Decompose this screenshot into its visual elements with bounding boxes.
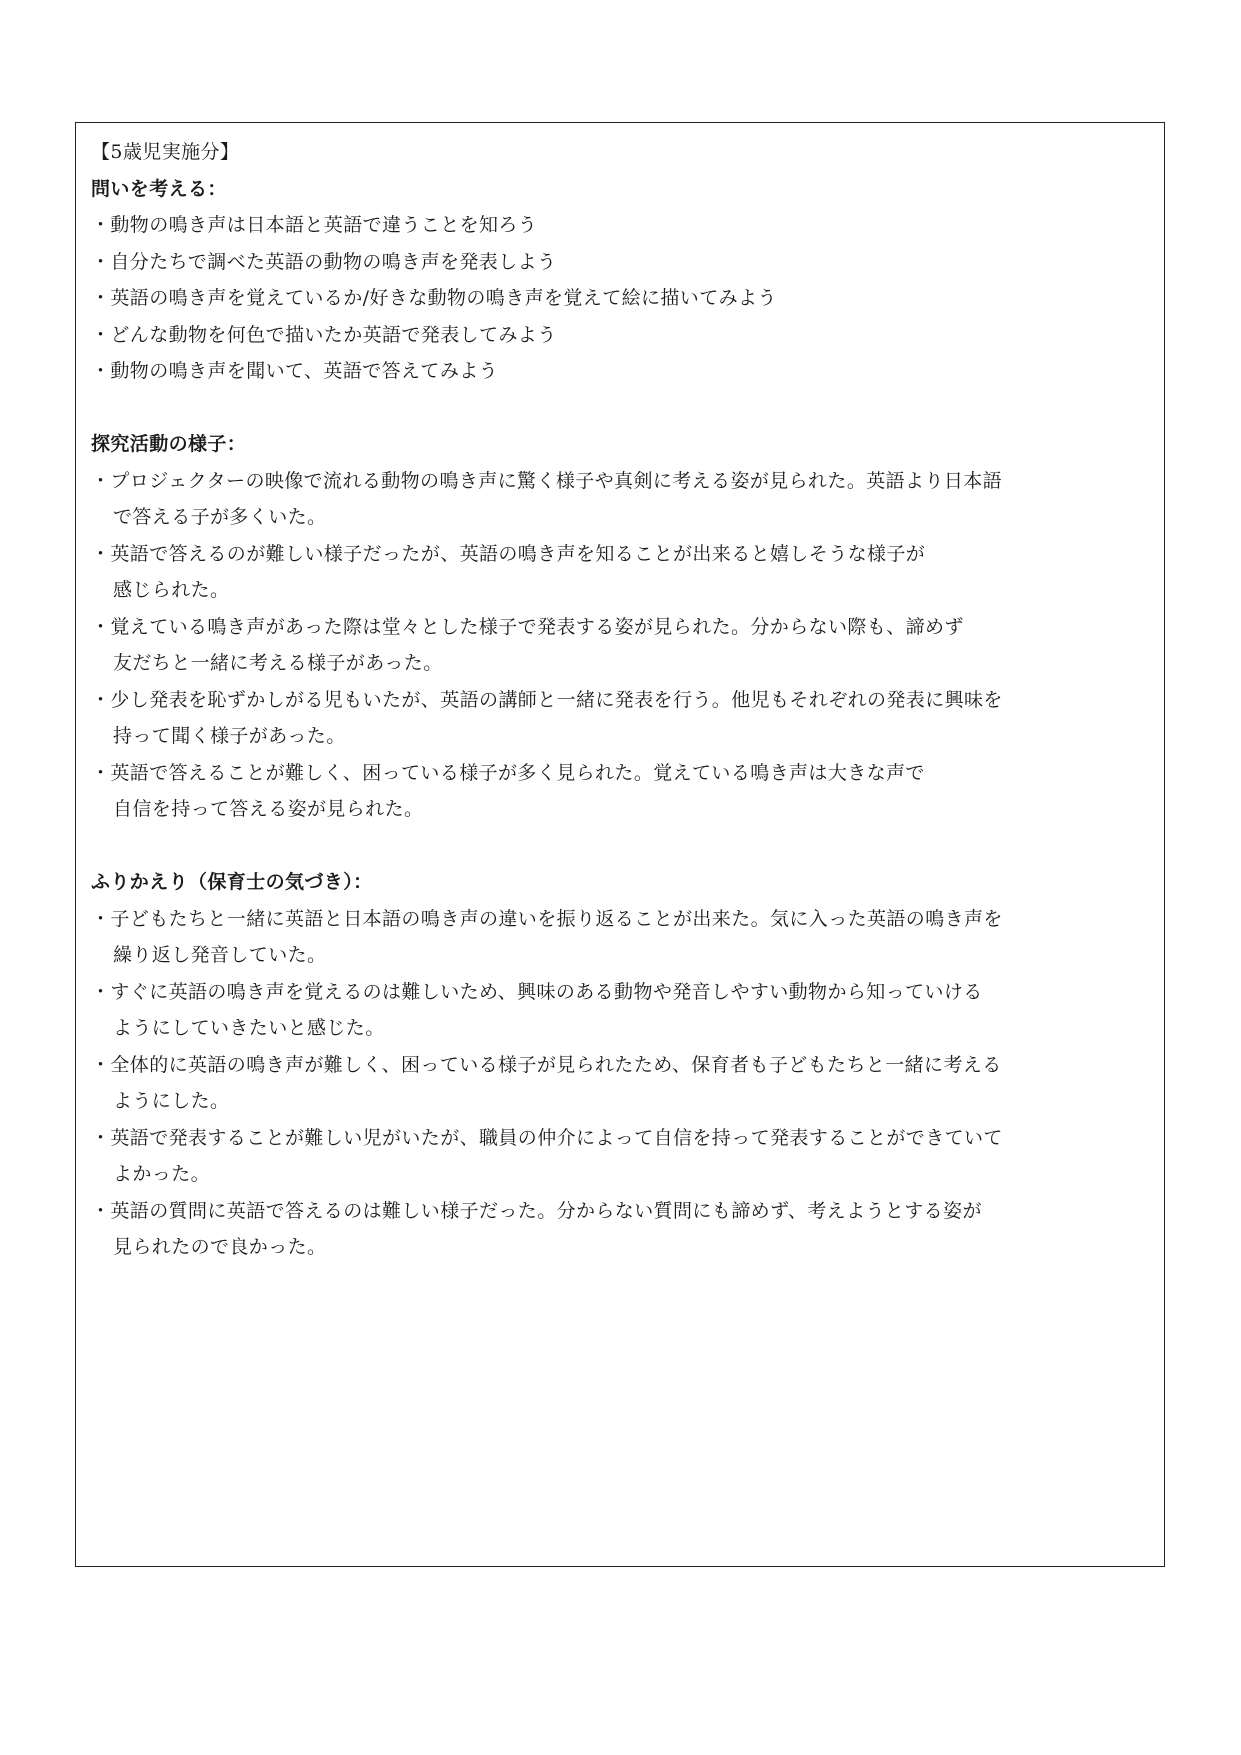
reflection-item-line: 見られたので良かった。 <box>113 1236 327 1258</box>
reflection-item-line: ・子どもたちと一緒に英語と日本語の鳴き声の違いを振り返ることが出来た。気に入った英語の鳴き声を <box>91 907 1003 930</box>
activity-item-line: ・少し発表を恥ずかしがる児もいたが、英語の講師と一緒に発表を行う。他児もそれぞれの発表に興味を <box>91 688 1003 711</box>
activity-item-line: 感じられた。 <box>113 579 230 601</box>
reflection-item <box>91 974 1161 1047</box>
activity-item-line: 友だちと一緒に考える様子があった。 <box>113 652 443 674</box>
question-item: ・動物の鳴き声を聞いて、英語で答えてみよう <box>91 360 499 382</box>
activity-item-line: ・覚えている鳴き声があった際は堂々とした様子で発表する姿が見られた。分からない際も、諦めず <box>91 615 964 638</box>
activity-item-line: 持って聞く様子があった。 <box>113 725 346 747</box>
question-item: ・自分たちで調べた英語の動物の鳴き声を発表しよう <box>91 250 557 273</box>
section-spacer <box>91 390 1161 427</box>
reflection-item-line: ・すぐに英語の鳴き声を覚えるのは難しいため、興味のある動物や発音しやすい動物から知っていける <box>91 980 983 1003</box>
activity-item <box>91 463 1161 536</box>
activity-item <box>91 755 1161 828</box>
reflection-item-line: 繰り返し発音していた。 <box>113 944 327 966</box>
reflection-item <box>91 901 1161 974</box>
activity-item <box>91 536 1161 609</box>
document-title: 【5歳児実施分】 <box>91 141 240 163</box>
activity-item <box>91 682 1161 755</box>
activity-item-line: 自信を持って答える姿が見られた。 <box>113 798 424 820</box>
question-item: ・どんな動物を何色で描いたか英語で発表してみよう <box>91 323 557 346</box>
reflection-item <box>91 1047 1161 1120</box>
reflection-item-line: ・英語の質問に英語で答えるのは難しい様子だった。分からない質問にも諦めず、考えようとする姿が <box>91 1199 982 1222</box>
reflection-heading: ふりかえり（保育士の気づき）： <box>91 871 373 893</box>
reflection-item-line: ・英語で発表することが難しい児がいたが、職員の仲介によって自信を持って発表することができていて <box>91 1126 1003 1149</box>
reflection-item-line: ・全体的に英語の鳴き声が難しく、困っている様子が見られたため、保育者も子どもたちと一緒に考える <box>91 1053 1002 1076</box>
activity-item-line: ・英語で答えるのが難しい様子だったが、英語の鳴き声を知ることが出来ると嬉しそうな様子が <box>91 542 926 565</box>
question-item: ・英語の鳴き声を覚えているか/好きな動物の鳴き声を覚えて絵に描いてみよう <box>91 287 777 309</box>
reflection-item-line: ようにしていきたいと感じた。 <box>113 1017 385 1039</box>
reflection-item-line: よかった。 <box>113 1163 211 1185</box>
document-content <box>91 134 1161 1266</box>
reflection-item-line: ようにした。 <box>113 1090 230 1112</box>
questions-heading: 問いを考える： <box>91 177 227 200</box>
activity-heading: 探究活動の様子： <box>91 433 247 455</box>
activity-item-line: ・プロジェクターの映像で流れる動物の鳴き声に驚く様子や真剣に考える姿が見られた。英語より日本語 <box>91 469 1003 492</box>
reflection-item <box>91 1193 1161 1266</box>
activity-item-line: で答える子が多くいた。 <box>113 506 327 528</box>
reflection-item <box>91 1120 1161 1193</box>
activity-item-line: ・英語で答えることが難しく、困っている様子が多く見られた。覚えている鳴き声は大きな声で <box>91 761 925 784</box>
activity-item <box>91 609 1161 682</box>
section-spacer <box>91 828 1161 865</box>
question-item: ・動物の鳴き声は日本語と英語で違うことを知ろう <box>91 214 538 236</box>
